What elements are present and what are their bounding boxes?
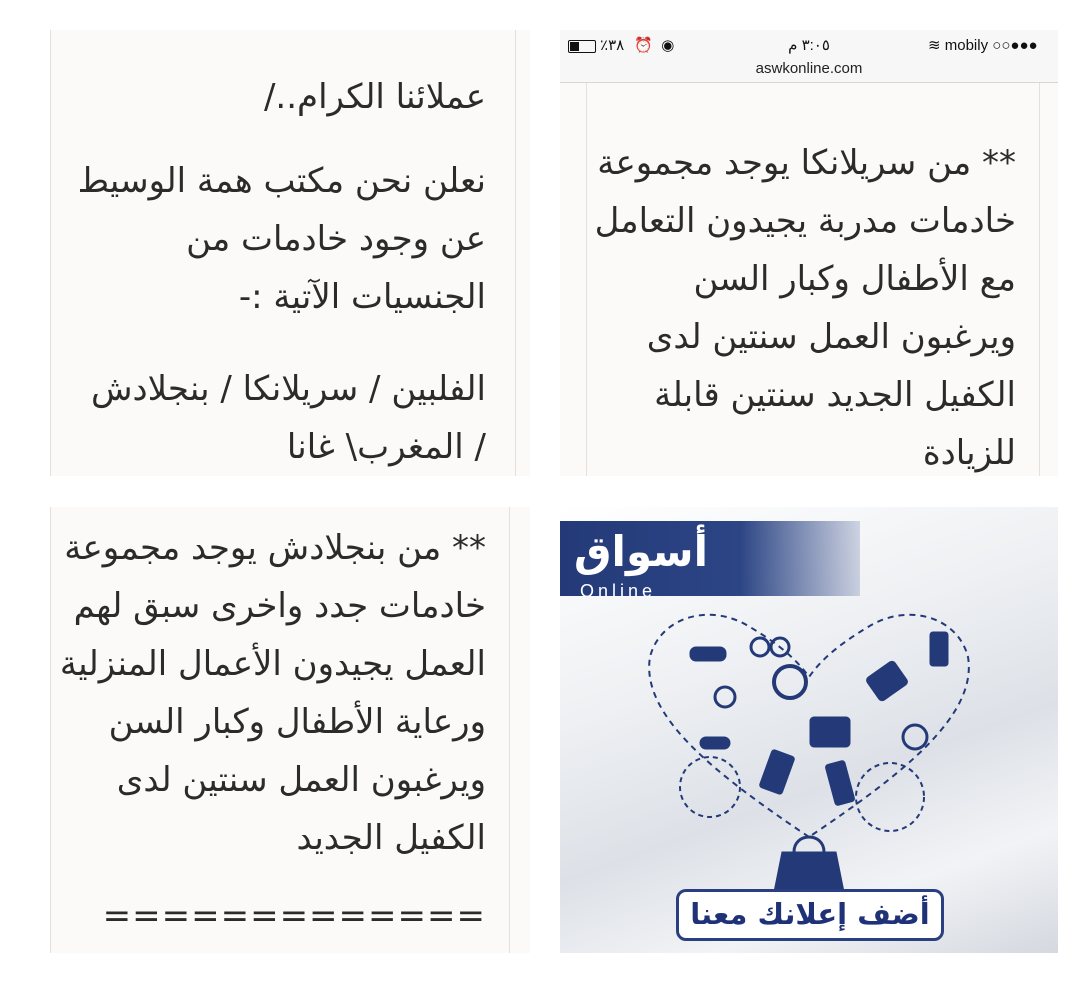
text-line: الكفيل الجديد سنتين قابلة xyxy=(654,375,1016,415)
ring-icon xyxy=(715,687,735,707)
fashion-heart-illustration xyxy=(560,507,1058,953)
status-carrier-group xyxy=(928,36,1038,54)
panel-top-right xyxy=(560,30,1058,476)
status-bar xyxy=(560,30,1058,83)
text-line: عن وجود خادمات من xyxy=(186,219,486,259)
watch-icon xyxy=(700,737,730,749)
separator: ============= xyxy=(102,896,486,936)
text-line: الفلبين / سريلانكا / بنجلادش xyxy=(90,369,486,409)
lock-rotation-icon: ◉ xyxy=(661,37,675,54)
text-line: ويرغبون العمل سنتين لدى xyxy=(116,760,486,800)
text-line: العمل يجيدون الأعمال المنزلية xyxy=(59,644,486,684)
text-line: الكفيل الجديد xyxy=(296,818,486,858)
bag-icon xyxy=(810,717,850,747)
panel-bottom-left xyxy=(50,507,530,953)
text-line: نعلن نحن مكتب همة الوسيط xyxy=(77,161,486,201)
panel-top-left xyxy=(50,30,530,476)
text-line: ** من سريلانكا يوجد مجموعة xyxy=(597,143,1016,183)
text-line: للزيادة xyxy=(922,433,1016,473)
text-line: الجنسيات الآتية :- xyxy=(238,277,486,317)
text-line: ورعاية الأطفال وكبار السن xyxy=(108,702,486,742)
text-line: خادمات جدد واخرى سبق لهم xyxy=(73,586,486,626)
text-line: مع الأطفال وكبار السن xyxy=(693,259,1016,299)
add-your-ad-button[interactable]: أضف إعلانك معنا xyxy=(676,889,944,941)
logo-arabic: أسواق xyxy=(574,527,708,576)
boot-icon xyxy=(825,760,855,806)
text-line: ويرغبون العمل سنتين لدى xyxy=(646,317,1016,357)
text-line: ** من بنجلادش يوجد مجموعة xyxy=(64,528,486,568)
clutch-icon xyxy=(865,660,909,702)
necklace-icon xyxy=(774,666,806,698)
shopping-bag-icon xyxy=(774,852,844,892)
wifi-icon: ≋ xyxy=(928,37,941,54)
url-bar[interactable]: aswkonline.com xyxy=(755,60,863,77)
shoe-icon xyxy=(690,647,726,661)
text-line: عملائنا الكرام../ xyxy=(263,77,486,117)
sunglasses-icon xyxy=(751,638,769,656)
text-line: خادمات مدربة يجيدون التعامل xyxy=(594,201,1016,241)
carrier-name: mobily ○○●●● xyxy=(944,37,1038,54)
heels-icon xyxy=(759,749,795,795)
status-time: ٣:٠٥ م xyxy=(788,37,830,54)
logo-english: Online xyxy=(580,581,657,601)
advertisement[interactable] xyxy=(560,507,1058,953)
dress-icon xyxy=(930,632,948,666)
battery-percent: ٪٣٨ xyxy=(600,37,625,54)
text-line: / المغرب\ غانا xyxy=(286,427,486,467)
alarm-icon: ⏰ xyxy=(634,37,654,54)
